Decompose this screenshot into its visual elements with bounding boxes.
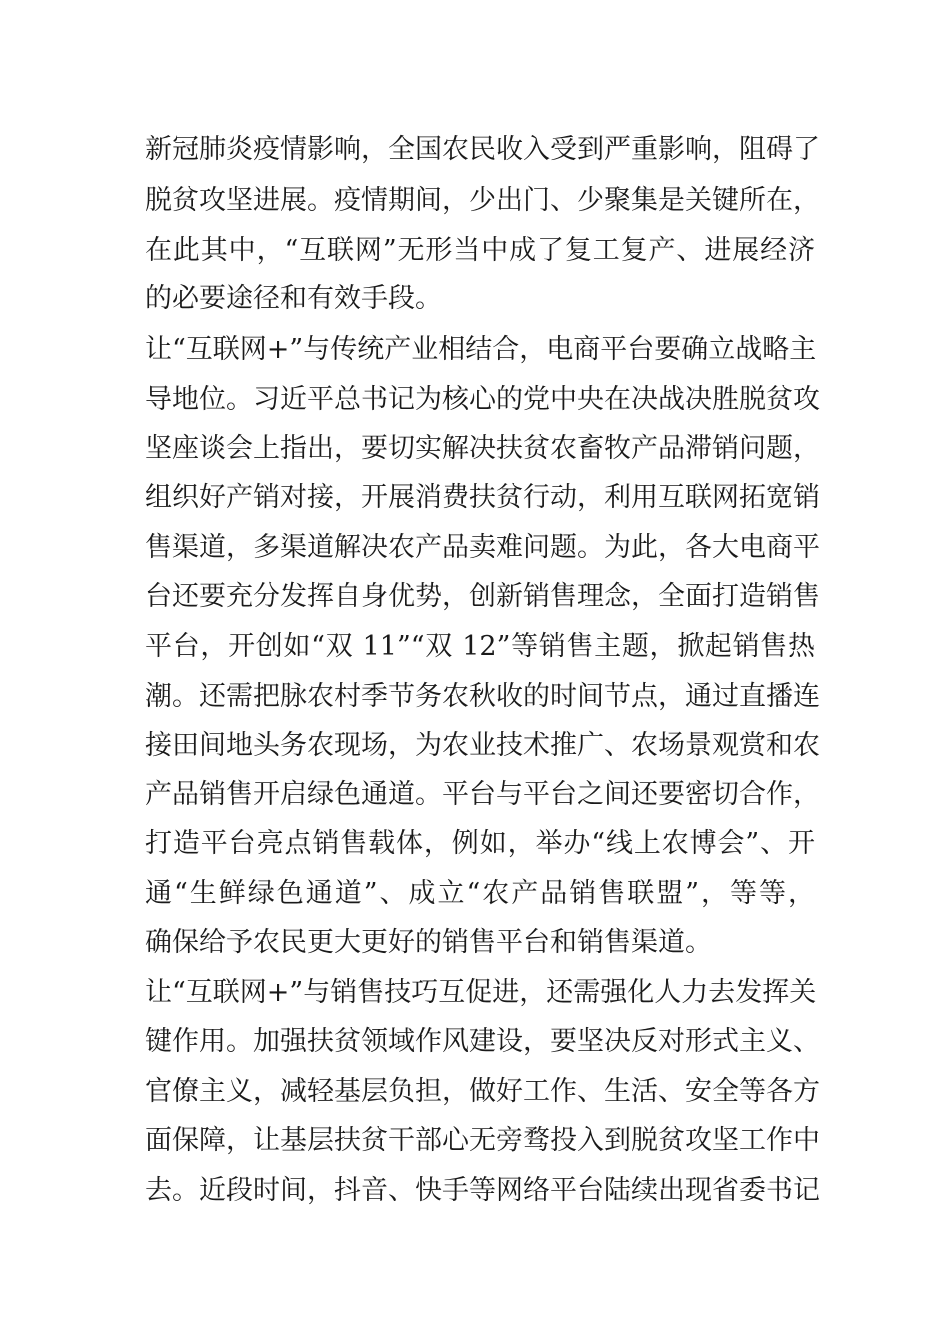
text-line: 确保给予农民更大更好的销售平台和销售渠道。: [145, 927, 712, 958]
text-line: 的必要途径和有效手段。: [145, 283, 442, 314]
text-line: 脱贫攻坚进展。疫情期间，少出门、少聚集是关键所在，: [145, 185, 820, 216]
text-line: 去。近段时间，抖音、快手等网络平台陆续出现省委书记: [145, 1175, 820, 1206]
text-line: 新冠肺炎疫情影响，全国农民收入受到严重影响，阻碍了: [145, 134, 820, 165]
text-line: 键作用。加强扶贫领域作风建设，要坚决反对形式主义、: [145, 1026, 820, 1057]
text-line: 让“互联网+”与传统产业相结合，电商平台要确立战略主: [145, 334, 817, 365]
text-line: 售渠道，多渠道解决农产品卖难问题。为此，各大电商平: [145, 532, 820, 563]
text-line: 产品销售开启绿色通道。平台与平台之间还要密切合作，: [145, 779, 820, 810]
text-line: 打造平台亮点销售载体，例如，举办“线上农博会”、开: [145, 828, 815, 859]
text-line: 导地位。习近平总书记为核心的党中央在决战决胜脱贫攻: [145, 384, 820, 415]
text-line: 面保障，让基层扶贫干部心无旁骛投入到脱贫攻坚工作中: [145, 1125, 820, 1156]
text-line: 通“生鲜绿色通道”、成立“农产品销售联盟”，等等，: [145, 878, 815, 909]
text-line: 台还要充分发挥自身优势，创新销售理念，全面打造销售: [145, 581, 820, 612]
text-line: 接田间地头务农现场，为农业技术推广、农场景观赏和农: [145, 730, 820, 761]
text-line: 让“互联网+”与销售技巧互促进，还需强化人力去发挥关: [145, 977, 817, 1008]
text-line: 潮。还需把脉农村季节务农秋收的时间节点，通过直播连: [145, 681, 820, 712]
text-line: 组织好产销对接，开展消费扶贫行动，利用互联网拓宽销: [145, 482, 820, 513]
text-line: 在此其中，“互联网”无形当中成了复工复产、进展经济: [145, 235, 815, 266]
text-line: 官僚主义，减轻基层负担，做好工作、生活、安全等各方: [145, 1076, 820, 1107]
text-line: 平台，开创如“双 11”“双 12”等销售主题，掀起销售热: [145, 631, 815, 662]
text-line: 坚座谈会上指出，要切实解决扶贫农畜牧产品滞销问题，: [145, 433, 820, 464]
